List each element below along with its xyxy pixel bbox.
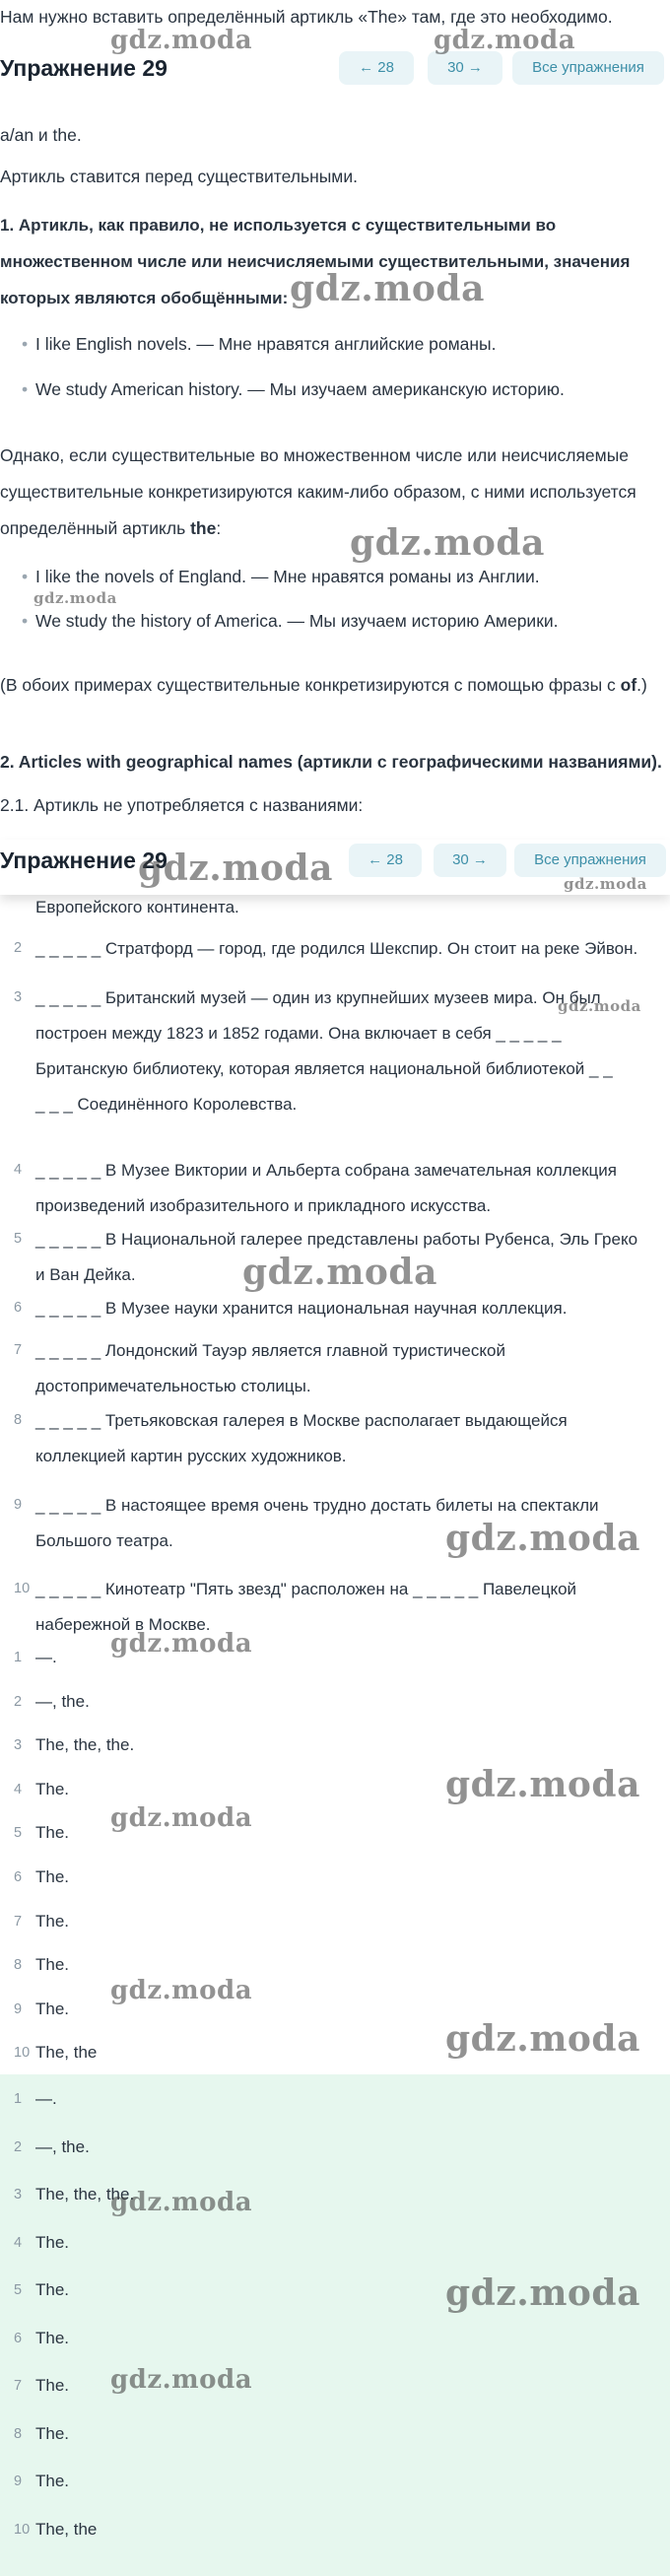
answer-highlight-number: 8 [14, 2425, 23, 2442]
answer-number: 4 [14, 1781, 23, 1797]
answer-number: 1 [14, 1650, 23, 1665]
all-exercises-button[interactable]: Все упражнения [512, 51, 664, 85]
theory-however [0, 438, 662, 547]
exercise-item-line: _ _ _ _ _ В Музее науки хранится национальная научная коллекция. [35, 1299, 568, 1318]
prev-exercise-button-sticky[interactable]: ← 28 [349, 844, 422, 877]
answer-number: 5 [14, 1825, 23, 1842]
answer-highlight-text: The. [35, 2376, 70, 2395]
exercise-item-line: _ _ _ _ _ В Музее Виктории и Альберта собрана замечательная коллекция [35, 1161, 617, 1180]
theory-however-bold: the [190, 518, 217, 538]
theory-note-end: .) [636, 675, 647, 695]
answers-highlight-panel [0, 2074, 670, 2576]
answer-highlight-number: 5 [14, 2282, 23, 2298]
answer-text: —. [35, 1648, 57, 1666]
exercise-cut-line: Европейского континента. [35, 898, 239, 916]
watermark: gdz.moda [110, 2188, 253, 2217]
exercise-item-number: 10 [14, 1581, 31, 1596]
watermark: gdz.moda [558, 997, 641, 1015]
watermark: gdz.moda [350, 522, 545, 564]
answer-number: 6 [14, 1869, 23, 1885]
exercise-item-number: 6 [14, 1300, 23, 1316]
exercise-item-line: коллекцией картин русских художников. [35, 1447, 347, 1465]
answer-number: 7 [14, 1913, 23, 1930]
watermark: gdz.moda [445, 1764, 640, 1805]
top-note: Нам нужно вставить определённый артикль «The» там, где это необходимо. [0, 7, 613, 27]
exercise-item-number: 8 [14, 1412, 23, 1428]
theory-however-text: Однако, если существительные во множественном числе или неисчисляемые существительные конкретизируются каким-либо образом, с ними используется определённый артикль [0, 445, 636, 538]
exercise-item-line: _ _ _ _ _ В настоящее время очень трудно достать билеты на спектакли [35, 1496, 599, 1515]
exercise-item-number: 2 [14, 940, 23, 956]
answer-highlight-text: The. [35, 2328, 70, 2347]
watermark: gdz.moda [110, 26, 253, 55]
next-exercise-button[interactable]: 30 → [428, 51, 502, 85]
theory-partial-line: a/an и the. [0, 125, 82, 145]
watermark: gdz.moda [138, 847, 333, 889]
answer-highlight-text: —. [35, 2089, 57, 2108]
theory-note-bold: of [620, 675, 637, 695]
answer-text: The. [35, 1867, 70, 1886]
answer-text: —, the. [35, 1691, 90, 1711]
exercise-item-line: _ _ _ _ _ Британский музей — один из крупнейших музеев мира. Он был [35, 988, 601, 1007]
watermark: gdz.moda [110, 2365, 253, 2395]
exercise-item-line: _ _ _ _ _ В Национальной галерее представлены работы Рубенса, Эль Греко [35, 1230, 638, 1249]
watermark: gdz.moda [34, 589, 117, 607]
example-2: • We study American history. — Мы изучаем американскую историю. [35, 376, 656, 402]
answer-number: 2 [14, 1693, 23, 1710]
watermark: gdz.moda [110, 1629, 253, 1659]
exercise-item-number: 5 [14, 1231, 23, 1247]
watermark: gdz.moda [290, 268, 485, 309]
answer-highlight-number: 4 [14, 2234, 23, 2251]
theory-rule-2: 2. Articles with geographical names (артикли с географическими названиями). [0, 752, 662, 772]
exercise-title-sticky: Упражнение 29 [0, 847, 168, 873]
example-4: • We study the history of America. — Мы изучаем историю Америки. [35, 608, 656, 634]
answer-highlight-text: The. [35, 2232, 70, 2252]
prev-exercise-button[interactable]: ← 28 [339, 51, 414, 85]
watermark: gdz.moda [110, 1803, 253, 1833]
theory-note-text: (В обоих примерах существительные конкретизируются с помощью фразы с [0, 675, 616, 695]
theory-however-colon: : [216, 518, 222, 538]
watermark: gdz.moda [445, 1518, 640, 1559]
answer-text: The. [35, 1779, 70, 1798]
answer-text: The, the [35, 2043, 98, 2063]
exercise-item-line: достопримечательностью столицы. [35, 1377, 311, 1395]
answer-text: The. [35, 1911, 70, 1931]
exercise-item-line: Большого театра. [35, 1531, 173, 1550]
answer-text: The. [35, 1823, 70, 1843]
exercise-item-line: _ _ _ Соединённого Королевства. [35, 1095, 298, 1114]
answer-highlight-text: The, the, the. [35, 2185, 135, 2203]
answer-highlight-number: 2 [14, 2138, 23, 2155]
exercise-header [0, 49, 670, 97]
answer-highlight-number: 9 [14, 2474, 23, 2489]
exercise-item-number: 9 [14, 1497, 23, 1513]
answer-text: The, the, the. [35, 1735, 135, 1755]
theory-note [0, 667, 662, 704]
answer-highlight-number: 7 [14, 2378, 23, 2394]
all-exercises-button-sticky[interactable]: Все упражнения [514, 844, 666, 877]
watermark: gdz.moda [242, 1252, 437, 1293]
exercise-item-number: 4 [14, 1162, 23, 1178]
exercise-title: Упражнение 29 [0, 55, 168, 81]
exercise-item-line: _ _ _ _ _ Третьяковская галерея в Москве располагает выдающейся [35, 1411, 568, 1430]
answer-highlight-text: —, the. [35, 2136, 90, 2156]
exercise-item-line: Британскую библиотеку, которая является национальной библиотекой _ _ [35, 1059, 613, 1078]
answer-highlight-text: The, the [35, 2519, 98, 2539]
exercise-item-line: набережной в Москве. [35, 1615, 211, 1634]
theory-rule-1: 1. Артикль, как правило, не используется с существительными во множественном числе или неисчисляемыми существительными, значения которых являются обобщёнными: [0, 216, 631, 307]
answer-highlight-text: The. [35, 2423, 70, 2443]
exercise-item-number: 3 [14, 989, 23, 1005]
example-3: • I like the novels of England. — Мне нравятся романы из Англии. [35, 564, 656, 589]
answer-text: The. [35, 1955, 70, 1975]
answer-number: 10 [14, 2045, 31, 2062]
exercise-item-line: произведений изобразительного и прикладного искусства. [35, 1196, 492, 1215]
answer-number: 3 [14, 1737, 23, 1754]
answer-highlight-number: 3 [14, 2187, 23, 2203]
theory-rule-2-1: 2.1. Артикль не употребляется с названиями: [0, 795, 364, 815]
answer-highlight-number: 6 [14, 2330, 23, 2346]
answer-number: 9 [14, 2000, 23, 2017]
watermark: gdz.moda [564, 875, 647, 893]
watermark: gdz.moda [434, 26, 576, 55]
answer-highlight-number: 1 [14, 2091, 23, 2107]
answer-text: The. [35, 1999, 70, 2018]
example-1: • I like English novels. — Мне нравятся английские романы. [35, 331, 656, 357]
answer-highlight-text: The. [35, 2280, 70, 2299]
answer-highlight-number: 10 [14, 2521, 31, 2538]
exercise-item-line: _ _ _ _ _ Кинотеатр "Пять звезд" расположен на _ _ _ _ _ Павелецкой [35, 1580, 577, 1598]
exercise-item-line: _ _ _ _ _ Стратфорд — город, где родился Шекспир. Он стоит на реке Эйвон. [35, 939, 638, 958]
watermark: gdz.moda [445, 2018, 640, 2060]
exercise-item-number: 7 [14, 1342, 23, 1358]
exercise-item-line: построен между 1823 и 1852 годами. Она включает в себя _ _ _ _ _ [35, 1024, 562, 1043]
theory-placement: Артикль ставится перед существительными. [0, 167, 358, 186]
watermark: gdz.moda [110, 1976, 253, 2005]
next-exercise-button-sticky[interactable]: 30 → [434, 844, 506, 877]
exercise-item-line: и Ван Дейка. [35, 1265, 136, 1284]
answer-highlight-text: The. [35, 2472, 70, 2490]
watermark: gdz.moda [445, 2272, 640, 2314]
answer-number: 8 [14, 1957, 23, 1974]
exercise-item-line: _ _ _ _ _ Лондонский Тауэр является главной туристической [35, 1341, 505, 1360]
